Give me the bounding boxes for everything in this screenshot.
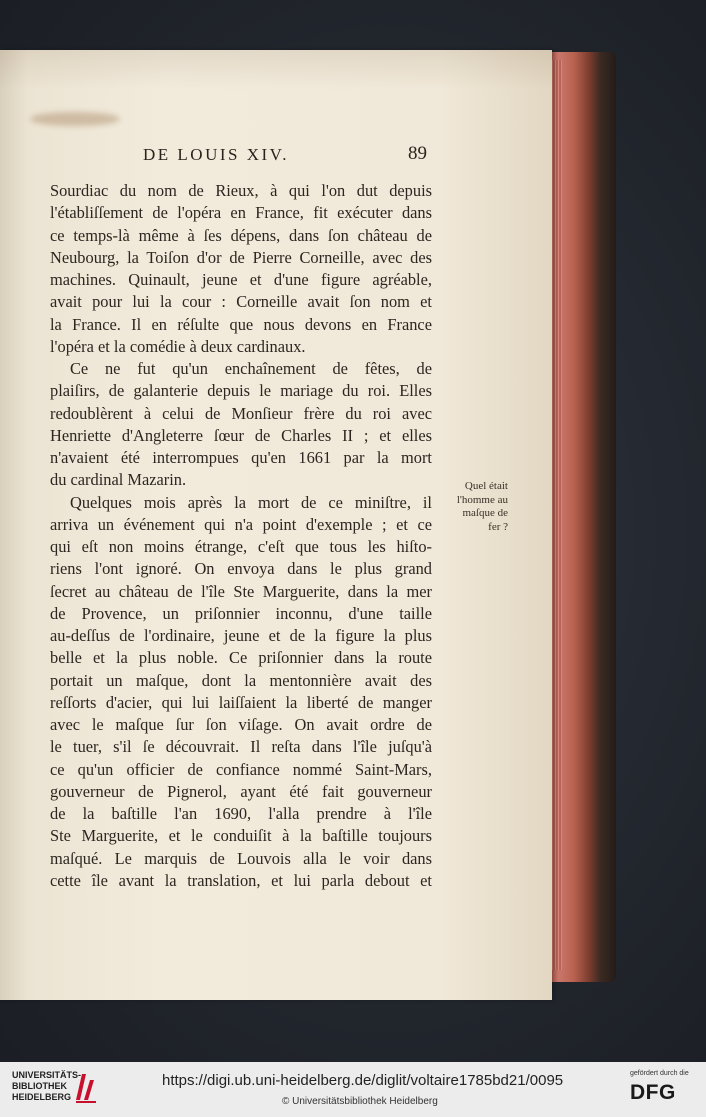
text-line: de Provence, un priſonnier inconnu, d'une taille bbox=[50, 603, 432, 623]
text-line: cette île avant la translation, et lui parla debout et bbox=[50, 870, 432, 890]
text-line: Ce ne fut qu'un enchaînement de fêtes, de bbox=[70, 359, 432, 378]
text-line: Quelques mois après la mort de ce miniſtre, il bbox=[70, 492, 432, 512]
text-line: avait pour lui la cour : Corneille avait ſon nom et bbox=[50, 292, 432, 312]
margin-note-line: l'homme au bbox=[456, 493, 508, 506]
text-line: redoublèrent à celui de Monſieur frère du roi avec bbox=[50, 403, 432, 423]
text-line: avec le maſque ſur ſon viſage. On avait ordre de bbox=[50, 715, 432, 734]
text-line: machines. Quinault, jeune et d'une figure agréable, bbox=[50, 270, 432, 289]
text-line: Neubourg, la Toiſon d'or de Pierre Corneille, avec des bbox=[50, 247, 432, 267]
library-logo-text bbox=[12, 1070, 81, 1103]
text-line: gouverneur de Pignerol, ayant été fait gouverneur bbox=[50, 781, 432, 801]
body-text bbox=[50, 180, 432, 892]
margin-note-line: Quel était bbox=[464, 480, 508, 492]
library-logo-line: UNIVERSITÄTS- bbox=[12, 1070, 82, 1080]
text-line: reſſorts d'acier, qui lui laiſſaient la liberté de manger bbox=[50, 692, 432, 712]
text-line: l'établiſſement de l'opéra en France, fit exécuter dans bbox=[50, 203, 432, 223]
margin-note bbox=[436, 480, 508, 534]
library-logo-icon bbox=[72, 1070, 98, 1104]
library-logo-line: HEIDELBERG bbox=[12, 1092, 72, 1102]
text-line: Ste Marguerite, et le conduiſit à la baſtille toujours bbox=[50, 826, 432, 846]
text-line: du cardinal Mazarin. bbox=[50, 470, 187, 490]
text-line: n'avaient été interrompues qu'en 1661 par la mort bbox=[50, 448, 432, 467]
text-line: portait un maſque, dont la mentonnière avait des bbox=[50, 670, 432, 690]
copyright-text: © Universitätsbibliothek Heidelberg bbox=[282, 1096, 438, 1107]
permalink-url[interactable]: https://digi.ub.uni-heidelberg.de/diglit/voltaire1785bd21/0095 bbox=[162, 1072, 564, 1089]
library-logo-line: BIBLIOTHEK bbox=[12, 1081, 67, 1091]
text-line: de la baſtille l'an 1690, l'alla prendre à l'île bbox=[50, 804, 432, 823]
paper-stain bbox=[30, 112, 120, 126]
margin-note-line: maſque de bbox=[462, 507, 508, 519]
text-line: ce temps-là même à ſes dépens, dans ſon château de bbox=[50, 225, 432, 245]
text-line: qui eſt non moins étrange, c'eſt que tous les hiſto- bbox=[50, 537, 432, 556]
margin-note-line: fer ? bbox=[488, 520, 508, 533]
text-line: l'opéra et la comédie à deux cardinaux. bbox=[50, 336, 306, 356]
text-line: ce qu'un officier de confiance nommé Saint-Mars, bbox=[50, 759, 432, 779]
page-number: 89 bbox=[408, 143, 427, 164]
text-line: au-deſſus de l'ordinaire, jeune et de la figure la plus bbox=[50, 626, 432, 645]
text-line: Sourdiac du nom de Rieux, à qui l'on dut depuis bbox=[50, 181, 432, 200]
text-line: maſqué. Le marquis de Louvois alla le voir dans bbox=[50, 848, 432, 868]
text-line: plaiſirs, de galanterie depuis le mariage du roi. Elles bbox=[50, 381, 432, 401]
text-line: le tuer, s'il ſe découvrait. Il reſta dans l'île juſqu'à bbox=[50, 737, 432, 757]
viewer-footer bbox=[0, 1062, 706, 1117]
text-line: arriva un événement qui n'a point d'exemple ; et ce bbox=[50, 514, 432, 534]
text-line: belle et la plus noble. Ce priſonnier dans la route bbox=[50, 648, 432, 668]
text-line: riens l'ont ignoré. On envoya dans le plus grand bbox=[50, 559, 432, 579]
text-line: Henriette d'Angleterre ſœur de Charles II ; et elles bbox=[50, 425, 432, 445]
funded-by-label: gefördert durch die bbox=[630, 1070, 689, 1077]
running-head: DE LOUIS XIV. bbox=[143, 145, 289, 164]
text-line: ſecret au château de l'île Ste Marguerite, dans la mer bbox=[50, 581, 432, 601]
dfg-logo: DFG bbox=[630, 1081, 676, 1104]
text-line: la France. Il en réſulte que nous devons en France bbox=[50, 314, 432, 334]
